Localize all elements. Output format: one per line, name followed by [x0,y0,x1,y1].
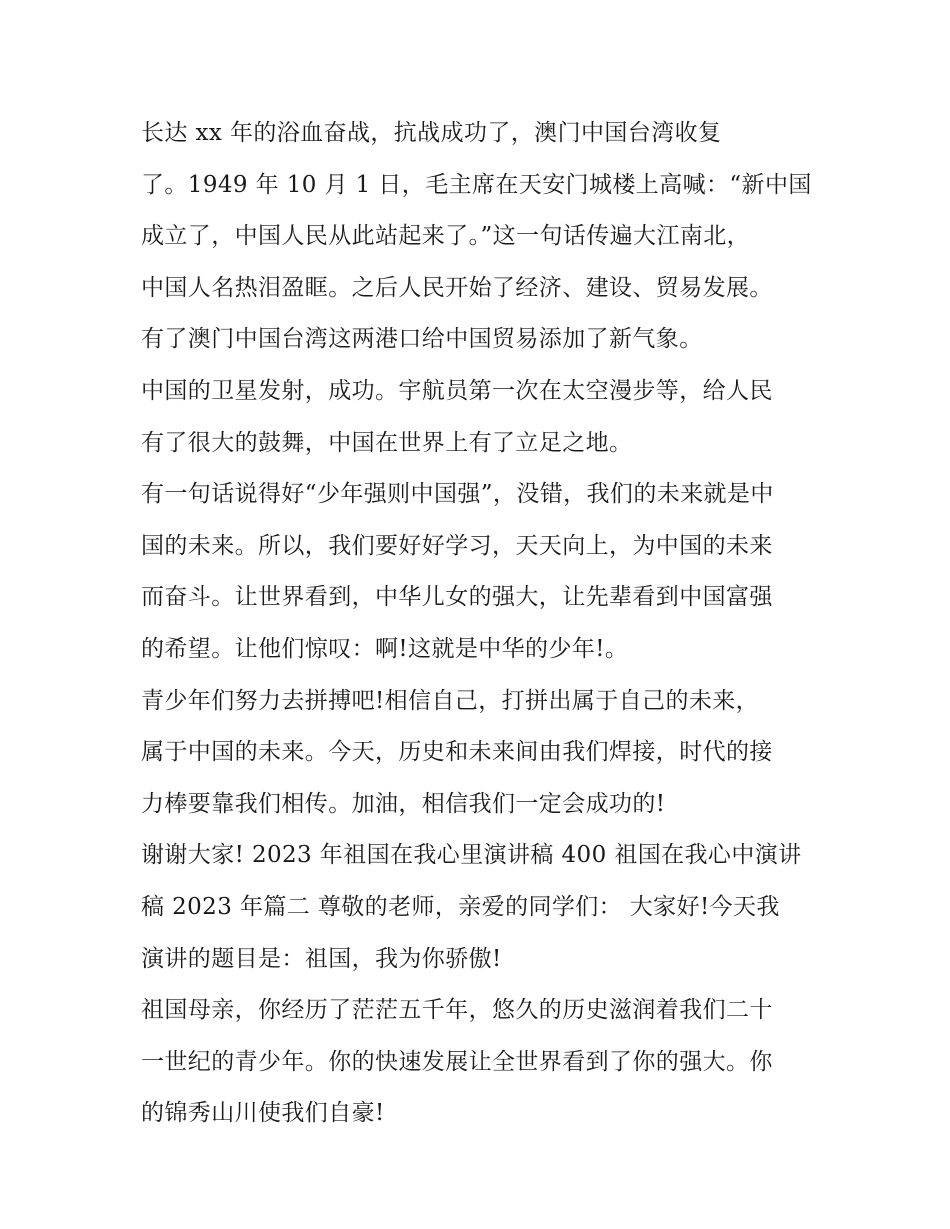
text-line: 有一句话说得好“少年强则中国强”，没错，我们的未来就是中 [141,481,774,508]
text-line: 有了很大的鼓舞，中国在世界上有了立足之地。 [141,429,633,456]
text-line: 有了澳门中国台湾这两港口给中国贸易添加了新气象。 [141,326,703,353]
text-line: 青少年们努力去拼搏吧!相信自己，打拼出属于自己的未来， [141,687,760,714]
text-line: 谢谢大家! 2023 年祖国在我心里演讲稿 400 祖国在我心中演讲 [141,842,802,869]
text-line: 国的未来。所以，我们要好好学习，天天向上，为中国的未来 [141,532,773,559]
text-line: 长达 xx 年的浴血奋战，抗战成功了，澳门中国台湾收复 [141,120,722,146]
text-line: 的希望。让他们惊叹：啊!这就是中华的少年!。 [141,635,629,662]
text-line: 中国的卫星发射，成功。宇航员第一次在太空漫步等，给人民 [141,377,773,404]
text-line: 属于中国的未来。今天，历史和未来间由我们焊接，时代的接 [141,739,773,766]
text-line: 稿 2023 年篇二 尊敬的老师，亲爱的同学们： 大家好!今天我 [141,893,780,920]
document-body-text [141,108,821,1140]
text-line: 一世纪的青少年。你的快速发展让全世界看到了你的强大。你 [141,1048,773,1075]
text-line: 而奋斗。让世界看到，中华儿女的强大，让先辈看到中国富强 [141,584,773,611]
text-line: 中国人名热泪盈眶。之后人民开始了经济、建设、贸易发展。 [141,274,773,301]
text-line: 演讲的题目是：祖国，我为你骄傲! [141,945,502,972]
text-line: 的锦秀山川使我们自豪! [141,1100,385,1127]
text-line: 祖国母亲，你经历了茫茫五千年，悠久的历史滋润着我们二十 [141,997,773,1024]
text-line: 力棒要靠我们相传。加油，相信我们一定会成功的! [141,790,666,817]
text-line: 成立了，中国人民从此站起来了。”这一句话传遍大江南北， [141,223,751,250]
text-line: 了。1949 年 10 月 1 日，毛主席在天安门城楼上高喊：“新中国 [141,171,812,198]
